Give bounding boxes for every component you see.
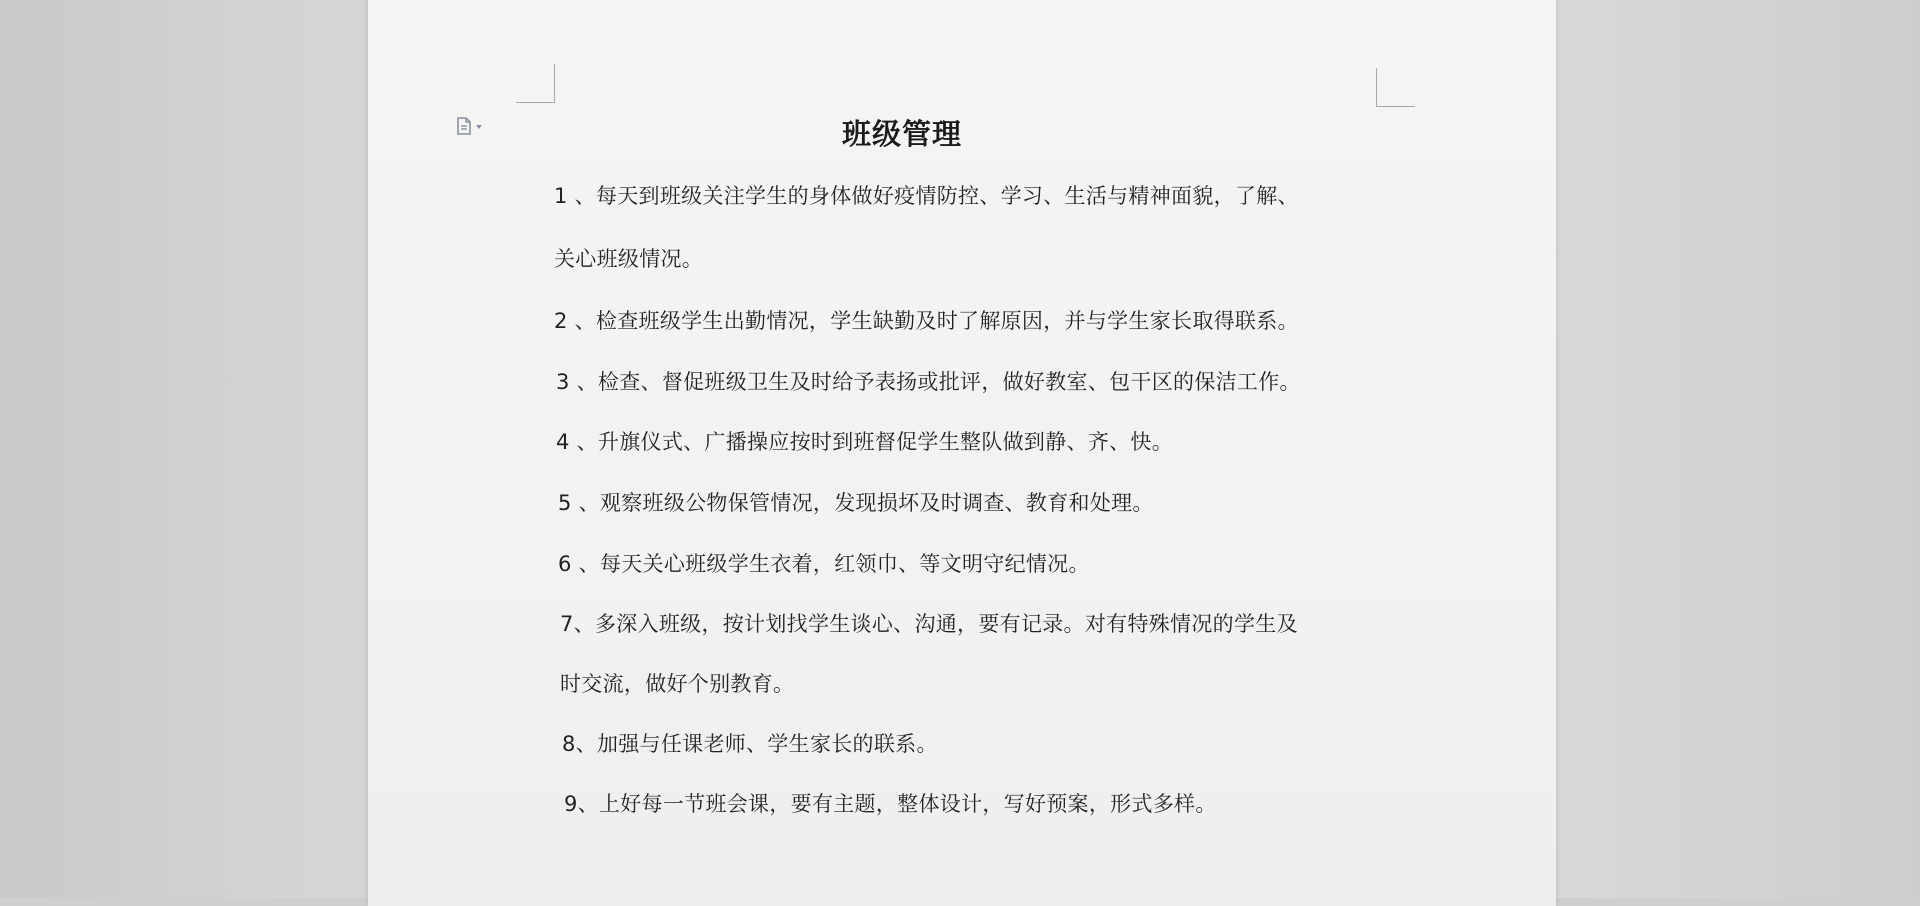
paragraph-line: 4 、升旗仪式、广播操应按时到班督促学生整队做到静、齐、快。 xyxy=(556,430,1174,454)
paragraph-line: 3 、检查、督促班级卫生及时给予表扬或批评，做好教室、包干区的保洁工作。 xyxy=(556,370,1301,394)
crop-mark-top-left xyxy=(516,64,555,103)
paragraph-line: 9、上好每一节班会课，要有主题，整体设计，写好预案，形式多样。 xyxy=(564,792,1217,816)
paragraph-line: 7、多深入班级，按计划找学生谈心、沟通，要有记录。对有特殊情况的学生及 xyxy=(560,612,1298,636)
paragraph-line: 关心班级情况。 xyxy=(554,247,704,271)
document-page[interactable] xyxy=(368,0,1556,906)
paragraph-line: 8、加强与任课老师、学生家长的联系。 xyxy=(562,732,938,756)
paragraph-line: 时交流，做好个别教育。 xyxy=(560,672,795,696)
paragraph-line: 2 、检查班级学生出勤情况，学生缺勤及时了解原因，并与学生家长取得联系。 xyxy=(554,309,1299,333)
paragraph-line: 1 、每天到班级关注学生的身体做好疫情防控、学习、生活与精神面貌，了解、 xyxy=(554,184,1299,208)
paragraph-line: 5 、观察班级公物保管情况，发现损坏及时调查、教育和处理。 xyxy=(558,491,1154,515)
document-title: 班级管理 xyxy=(841,117,962,151)
paragraph-line: 6 、每天关心班级学生衣着，红领巾、等文明守纪情况。 xyxy=(558,552,1090,576)
crop-mark-top-right xyxy=(1376,68,1415,107)
